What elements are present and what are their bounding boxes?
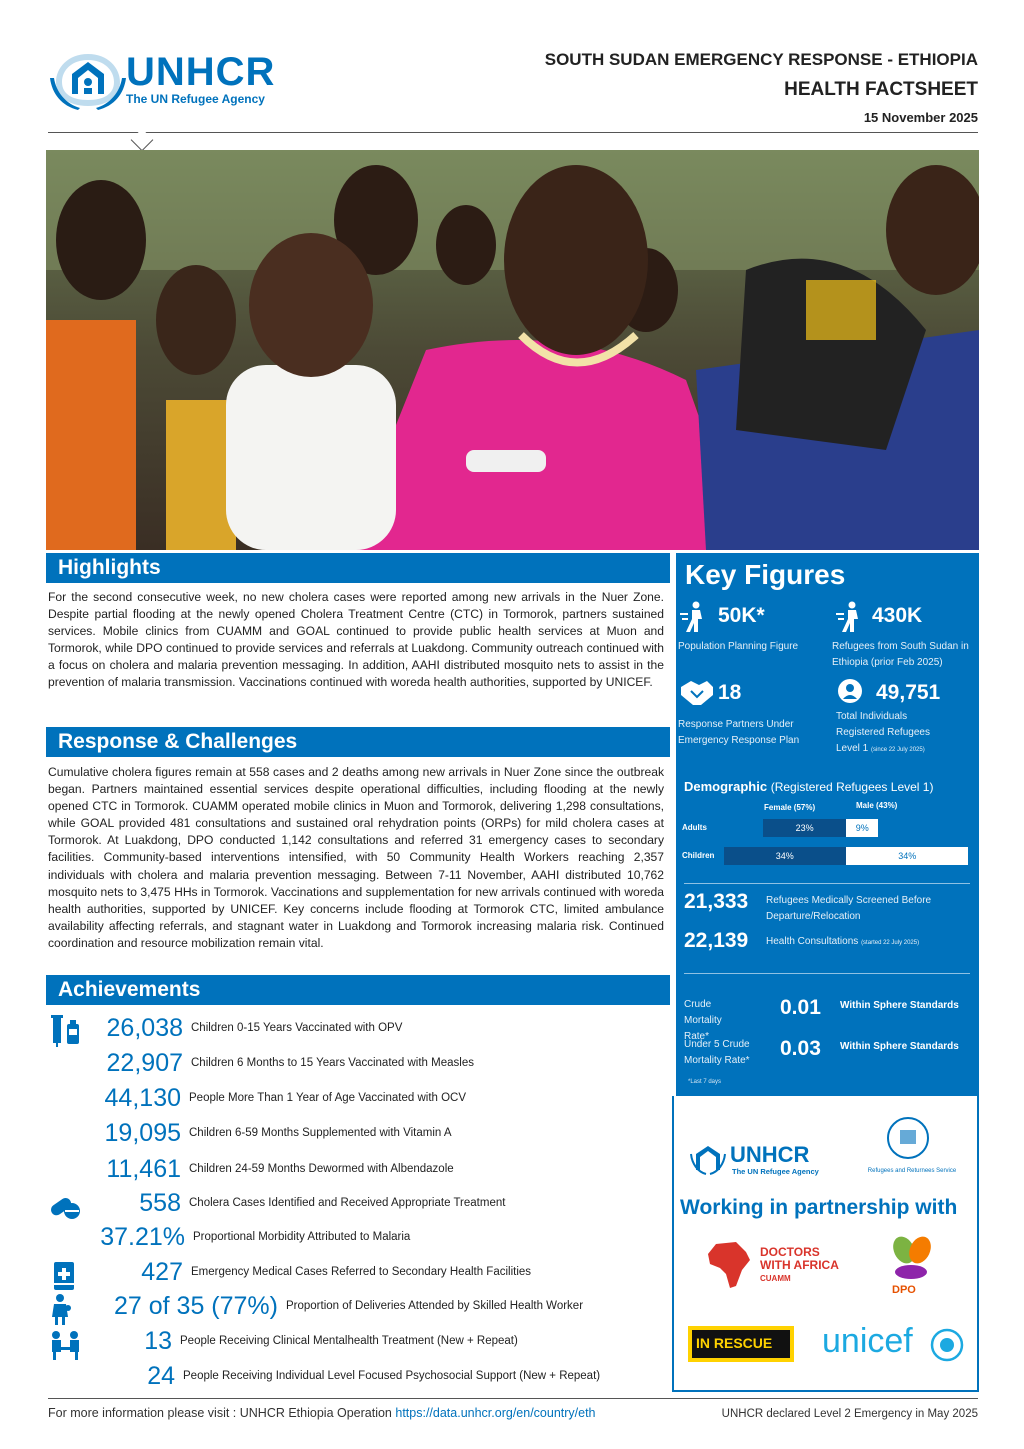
key-figure-population-label: Population Planning Figure — [678, 641, 799, 652]
key-figure-registered-label — [836, 709, 948, 758]
consultations-note: (started 22 July 2025) — [861, 940, 920, 946]
unicef-emblem — [930, 1328, 964, 1362]
partner-rrs-name: Refugees and Returnees Service — [867, 1168, 957, 1174]
achievement-value: 11,461 — [106, 1155, 181, 1183]
partners-panel — [672, 1096, 979, 1392]
achievement-label: Proportional Morbidity Attributed to Malaria — [193, 1231, 411, 1243]
achievement-value: 37.21% — [100, 1223, 185, 1251]
under5-mortality-label: Under 5 Crude Mortality Rate* — [684, 1039, 750, 1066]
partner-cuamm-logo — [760, 1246, 839, 1285]
partner-cuamm-line1: DOCTORS — [760, 1245, 820, 1259]
screened-value: 21,333 — [684, 890, 749, 913]
vaccine-icon — [48, 1014, 84, 1048]
unhcr-logo-emblem — [48, 48, 128, 112]
partner-cuamm-line2: WITH AFRICA — [760, 1258, 839, 1272]
demographic-male-bar: 9% — [846, 819, 878, 837]
crude-mortality-label: Crude Mortality Rate* — [684, 999, 722, 1042]
key-figure-refugees-value: 430K — [872, 604, 923, 627]
achievement-value: 427 — [141, 1258, 183, 1286]
key-figures-divider — [684, 883, 970, 884]
org-name: UNHCR — [126, 50, 276, 94]
consultations-value: 22,139 — [684, 929, 749, 952]
key-figure-registered-value: 49,751 — [876, 681, 941, 704]
achievement-value: 26,038 — [106, 1014, 183, 1042]
pills-icon — [48, 1188, 84, 1222]
under5-mortality-value: 0.03 — [780, 1037, 821, 1060]
key-figures-panel — [676, 553, 979, 1096]
mother-child-icon — [48, 1293, 84, 1327]
footer-info-text: For more information please visit : UNHCR Ethiopia Operation — [48, 1406, 392, 1420]
highlights-text: For the second consecutive week, no new cholera cases were reported among new arrivals in the Nuer Zone. Despite partial flooding at the newly opened Cholera Treatment Centre (CTC) in Tormorok, partners sustained services. Mobile clinics from CUAMM and GOAL continued to provide public health services at Muon and Tormorok, while DPO continued to provide services and referrals at Luakdong. Community outreach continued with a focus on cholera and malaria prevention messaging. In addition, AAHI distributed mosquito nets to assist in the prevention of malaria transmission. Vaccinations continued with woreda health authorities, supported by UNICEF. — [48, 590, 664, 690]
key-figure-registered-label-text: Total Individuals Registered Refugees Level 1 — [836, 711, 930, 754]
demographic-male-header: Male (43%) — [856, 801, 898, 810]
demographic-title — [684, 779, 933, 794]
achievement-value: 44,130 — [104, 1084, 181, 1112]
demographic-row-label: Adults — [682, 823, 707, 832]
screened-label: Refugees Medically Screened Before Departure/Relocation — [766, 895, 932, 922]
footer-emergency-note: UNHCR declared Level 2 Emergency in May 2025 — [721, 1408, 978, 1420]
header-divider — [48, 132, 978, 133]
factsheet-title-line1: SOUTH SUDAN EMERGENCY RESPONSE - ETHIOPIA — [544, 50, 978, 69]
footer-link[interactable]: https://data.unhcr.org/en/country/eth — [395, 1406, 596, 1420]
demographic-female-bar: 34% — [724, 847, 846, 865]
achievement-label: Children 24-59 Months Dewormed with Albendazole — [189, 1163, 454, 1175]
person-icon — [838, 679, 862, 703]
key-figure-partners-label: Response Partners Under Emergency Response Plan — [678, 719, 800, 746]
under5-mortality-status: Within Sphere Standards — [840, 1041, 959, 1052]
key-figure-refugees-label: Refugees from South Sudan in Ethiopia (prior Feb 2025) — [832, 641, 969, 668]
achievement-label: Children 6-59 Months Supplemented with Vitamin A — [189, 1127, 452, 1139]
key-figures-divider — [684, 973, 970, 974]
partner-cuamm-line3: CUAMM — [760, 1274, 791, 1283]
footer-info — [48, 1406, 596, 1420]
mental-health-icon — [48, 1327, 84, 1361]
org-tagline: The UN Refugee Agency — [126, 92, 265, 106]
achievement-label: People Receiving Individual Level Focused Psychosocial Support (New + Repeat) — [183, 1370, 601, 1382]
achievement-label: Children 0-15 Years Vaccinated with OPV — [191, 1022, 403, 1034]
demographic-title-text: Demographic — [684, 779, 768, 794]
cover-photo — [46, 150, 979, 550]
rrs-emblem — [886, 1116, 930, 1160]
walking-person-icon — [834, 601, 868, 633]
partner-unhcr-name: UNHCR — [730, 1142, 810, 1167]
achievement-value: 27 of 35 (77%) — [114, 1292, 278, 1320]
response-heading: Response & Challenges — [46, 727, 670, 757]
demographic-female-header: Female (57%) — [764, 803, 816, 812]
achievement-value: 24 — [147, 1362, 175, 1390]
partner-dpo-name: DPO — [892, 1284, 916, 1296]
key-figure-population-value: 50K* — [718, 604, 765, 627]
demographic-female-bar: 23% — [763, 819, 846, 837]
irc-logo — [688, 1326, 794, 1362]
achievement-label: Emergency Medical Cases Referred to Secondary Health Facilities — [191, 1266, 532, 1278]
demographic-male-bar: 34% — [846, 847, 968, 865]
footer-divider — [48, 1398, 978, 1399]
consultations-label-text: Health Consultations — [766, 936, 859, 947]
africa-map-logo — [706, 1240, 752, 1290]
achievement-label: Proportion of Deliveries Attended by Skilled Health Worker — [286, 1300, 584, 1312]
rate-footnote: *Last 7 days — [688, 1079, 722, 1085]
crude-mortality-status: Within Sphere Standards — [840, 1000, 959, 1011]
achievements-heading: Achievements — [46, 975, 670, 1005]
achievement-label: People Receiving Clinical Mentalhealth Treatment (New + Repeat) — [180, 1335, 518, 1347]
achievement-value: 13 — [144, 1327, 172, 1355]
achievement-value: 558 — [139, 1189, 181, 1217]
factsheet-title-line2: HEALTH FACTSHEET — [784, 79, 978, 100]
achievement-value: 19,095 — [104, 1119, 181, 1147]
walking-person-icon — [678, 601, 712, 633]
response-text: Cumulative cholera figures remain at 558 cases and 2 deaths among new arrivals in Nuer Zone since the outbreak began. Partners maintained essential services despite operational difficulties, including flooding at the newly opened CTC in Tormorok. CUAMM operated mobile clinics in Muon and Tormorok, delivering 1,298 consultations, while GOAL provided 481 consultations and sustained oral rehydration points (ORPs) for mild cholera cases at Tormorok. At Luakdong, DPO conducted 1,142 consultations and referred 31 emergency cases to secondary facilities. Community-based interventions intensified, with 50 Community Health Workers reaching 2,357 individuals with cholera and malaria prevention messaging. Between 7-11 November, AAHI distributed 10,762 mosquito nets to 3,475 HHs in Tormorok. Vaccinations and supplementation for new arrivals continued with woreda health authorities, supported by UNICEF. Key concerns include flooding at Tormorok CTC, limited ambulance availability affecting referrals, and stagnant water in Luakdong and Tormorok increasing malaria risk. Continued coordination and resource mobilization remain vital. — [48, 765, 664, 950]
crude-mortality-value: 0.01 — [780, 996, 821, 1019]
consultations-label — [766, 934, 976, 951]
key-figure-partners-value: 18 — [718, 681, 742, 704]
key-figures-heading: Key Figures — [685, 559, 846, 590]
partner-unhcr-tagline: The UN Refugee Agency — [732, 1167, 819, 1176]
handshake-icon — [679, 677, 715, 709]
key-figure-registered-note: (since 22 July 2025) — [871, 747, 925, 753]
partners-heading: Working in partnership with — [680, 1196, 958, 1219]
factsheet-header — [545, 50, 978, 125]
demographic-row-label: Children — [682, 851, 715, 860]
achievement-label: Cholera Cases Identified and Received Appropriate Treatment — [189, 1197, 506, 1209]
achievement-value: 22,907 — [106, 1049, 183, 1077]
demographic-subtitle: (Registered Refugees Level 1) — [770, 780, 934, 794]
dpo-logo-emblem — [882, 1234, 940, 1284]
unhcr-partner-emblem — [688, 1140, 728, 1176]
factsheet-date: 15 November 2025 — [863, 110, 978, 125]
highlights-heading: Highlights — [46, 553, 670, 583]
partner-irc-name: IN RESCUE — [696, 1335, 773, 1351]
achievement-label: People More Than 1 Year of Age Vaccinated with OCV — [189, 1092, 467, 1104]
unhcr-wordmark — [126, 52, 275, 106]
achievement-label: Children 6 Months to 15 Years Vaccinated with Measles — [191, 1057, 474, 1069]
medical-referral-icon — [48, 1258, 84, 1292]
partner-unicef-name: unicef — [822, 1322, 913, 1360]
